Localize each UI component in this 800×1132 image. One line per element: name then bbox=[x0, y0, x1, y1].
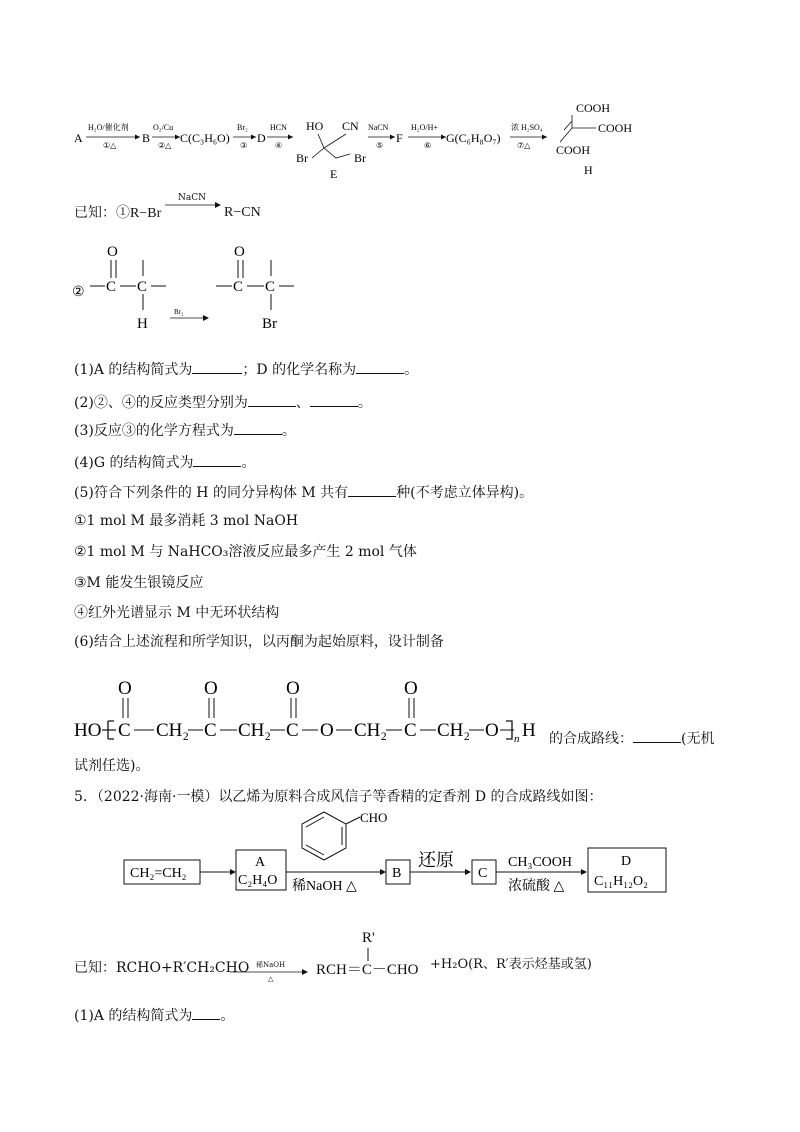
ring-inner-3 bbox=[306, 845, 324, 855]
compound-B: B bbox=[142, 131, 151, 145]
benzene-ring bbox=[302, 812, 346, 860]
q2-blank-2[interactable] bbox=[310, 392, 358, 407]
q3-text-b: 。 bbox=[281, 423, 296, 439]
known-3-arrow-head bbox=[302, 969, 308, 975]
poly-O4: O bbox=[404, 678, 418, 699]
question-5 bbox=[74, 482, 533, 502]
arrow-6-bottom: ⑥ bbox=[424, 141, 432, 150]
question-4 bbox=[74, 452, 255, 472]
poly-CH2-2: CH₂ bbox=[238, 720, 272, 741]
compound-H-structure bbox=[556, 101, 632, 177]
arrow-2-bottom: ②△ bbox=[158, 141, 172, 150]
known-2-reagent: Br₂ bbox=[174, 308, 184, 316]
question-3 bbox=[74, 420, 296, 440]
poly-O2: O bbox=[204, 678, 218, 699]
poly-O5: O bbox=[485, 720, 499, 741]
H-COOH-bottom: COOH bbox=[556, 143, 591, 157]
E-bond-cn bbox=[324, 134, 346, 148]
A-label: A bbox=[255, 855, 266, 870]
arrow-4-bottom: ④ bbox=[275, 141, 283, 150]
known-2-right-C1: C bbox=[233, 279, 244, 295]
reaction-scheme-2 bbox=[120, 810, 680, 900]
compound-E-structure bbox=[296, 119, 366, 180]
compound-C: C(C₃H₆O) bbox=[180, 131, 230, 145]
E-bonds bbox=[312, 148, 350, 158]
known-2-right-Br: Br bbox=[262, 316, 277, 332]
arrow-7-head bbox=[542, 135, 547, 140]
known-2-arrow-head bbox=[203, 315, 209, 321]
arrow-3-head bbox=[251, 135, 256, 140]
arrow-2-top: O₂/Cu bbox=[153, 123, 174, 132]
reduce-label: 还原 bbox=[418, 850, 454, 870]
H-bonds bbox=[560, 115, 572, 142]
q2-text-c: 。 bbox=[357, 395, 372, 411]
q-last-end: 。 bbox=[220, 1008, 235, 1024]
condition-4: ④红外光谱显示 M 中无环状结构 bbox=[74, 605, 280, 621]
compound-G: G(C₆H₈O₇) bbox=[446, 131, 501, 145]
poly-H: H bbox=[522, 720, 536, 741]
q3-text-a: (3)反应③的化学方程式为 bbox=[74, 423, 234, 439]
known-1-reactant: R−Br bbox=[130, 206, 162, 221]
poly-O-ester: O bbox=[320, 720, 334, 741]
arrow-5-top: NaCN bbox=[368, 123, 389, 132]
known-1-arrow bbox=[165, 200, 225, 210]
cond-1: 稀NaOH △ bbox=[292, 879, 357, 894]
poly-O1: O bbox=[118, 678, 132, 699]
known-2-right-C2: C bbox=[265, 279, 276, 295]
q-last-text: (1)A 的结构简式为 bbox=[74, 1008, 193, 1024]
known-1-product: R−CN bbox=[224, 205, 261, 220]
q5-text-a: (5)符合下列条件的 H 的同分异构体 M 共有 bbox=[74, 485, 349, 501]
compound-A: A bbox=[74, 131, 83, 145]
polymer-structure bbox=[70, 674, 550, 744]
question-6-tail bbox=[549, 728, 714, 748]
known-1-arrow-head bbox=[215, 202, 221, 208]
known-2-left-C1: C bbox=[106, 279, 117, 295]
known-2-structure bbox=[70, 238, 330, 333]
poly-O3: O bbox=[286, 678, 300, 699]
condition-2: ②1 mol M 与 NaHCO₃溶液反应最多产生 2 mol 气体 bbox=[74, 544, 417, 560]
condition-3: ③M 能发生银镜反应 bbox=[74, 575, 204, 591]
arrow-7-bottom: ⑦△ bbox=[517, 141, 531, 150]
known-3-r-prime: R' bbox=[362, 930, 375, 946]
ring-cho-bond bbox=[346, 817, 360, 824]
arrow-3-bottom: ③ bbox=[240, 141, 248, 150]
ring-inner-1 bbox=[306, 817, 324, 827]
known-3-product: RCH＝C－CHO bbox=[316, 962, 419, 978]
known-3-cond-top: 稀NaOH bbox=[256, 961, 286, 969]
compound-D: D bbox=[257, 131, 266, 145]
question-last bbox=[74, 1005, 234, 1025]
E-bond-ho bbox=[318, 134, 324, 148]
question-1 bbox=[74, 359, 418, 379]
q6-tail-1: 的合成路线： bbox=[549, 731, 633, 747]
known-3-suffix: +H₂O(R、R′表示烃基或氢) bbox=[430, 957, 592, 972]
question-6-intro: (6)结合上述流程和所学知识，以丙酮为起始原料，设计制备 bbox=[74, 634, 444, 650]
H-double bbox=[564, 121, 572, 130]
known-1 bbox=[74, 204, 161, 223]
E-Br-left: Br bbox=[296, 151, 308, 165]
arrow-5-bottom: ⑤ bbox=[376, 141, 384, 150]
known-1-prefix: 已知：① bbox=[74, 205, 130, 221]
q5-blank[interactable] bbox=[348, 482, 396, 497]
known-2-left-C2: C bbox=[137, 279, 148, 295]
known-2-num: ② bbox=[72, 285, 85, 300]
E-HO: HO bbox=[306, 119, 324, 133]
q2-text-b: 、 bbox=[295, 395, 310, 411]
known-2-left-H: H bbox=[137, 316, 148, 332]
q4-blank[interactable] bbox=[193, 452, 241, 467]
q2-blank-1[interactable] bbox=[248, 392, 296, 407]
reagent-bottom: 浓硫酸 △ bbox=[508, 879, 565, 894]
arrow-4-head bbox=[288, 135, 293, 140]
q4-text-a: (4)G 的结构简式为 bbox=[74, 455, 194, 471]
known-3-cond-bottom: △ bbox=[268, 975, 274, 983]
known-2-right-O: O bbox=[234, 244, 245, 260]
poly-CH2-1: CH₂ bbox=[156, 720, 190, 741]
arrow-s1-head bbox=[230, 869, 236, 875]
poly-CH2-4: CH₂ bbox=[437, 720, 471, 741]
H-COOH-top: COOH bbox=[576, 101, 611, 115]
arrow-1-head bbox=[135, 135, 140, 140]
q1-blank-1[interactable] bbox=[192, 359, 242, 374]
q4-text-b: 。 bbox=[241, 455, 256, 471]
known-2-left-O: O bbox=[107, 244, 118, 260]
A-formula: C₂H₄O bbox=[238, 873, 278, 888]
q6-blank[interactable] bbox=[633, 728, 681, 743]
known-1-reagent: NaCN bbox=[178, 193, 207, 203]
q1-text-b: ；D 的化学名称为 bbox=[242, 362, 357, 378]
poly-C2: C bbox=[204, 720, 217, 741]
D-formula: C₁₁H₁₂O₂ bbox=[594, 874, 648, 889]
H-label: H bbox=[584, 163, 593, 177]
known-3-prefix: 已知：RCHO+R′CH₂CHO bbox=[74, 960, 250, 976]
q-last-blank[interactable] bbox=[192, 1005, 220, 1020]
D-label: D bbox=[621, 854, 632, 869]
poly-n: n bbox=[514, 733, 520, 744]
B-label: B bbox=[392, 866, 402, 881]
start-compound: CH₂=CH₂ bbox=[130, 866, 187, 881]
C-label: C bbox=[478, 866, 488, 881]
arrow-s2-head bbox=[380, 869, 386, 875]
arrow-5-head bbox=[390, 135, 395, 140]
arrow-s4-head bbox=[581, 869, 587, 875]
poly-C1: C bbox=[118, 720, 131, 741]
E-Br-right: Br bbox=[354, 151, 366, 165]
condition-1: ①1 mol M 最多消耗 3 mol NaOH bbox=[74, 513, 299, 529]
poly-HO: HO bbox=[74, 720, 102, 741]
E-label: E bbox=[330, 167, 338, 180]
arrow-1-bottom: ①△ bbox=[103, 141, 117, 150]
E-CN: CN bbox=[342, 119, 359, 133]
arrow-3-top: Br₂ bbox=[237, 123, 248, 132]
question-2 bbox=[74, 392, 372, 412]
arrow-7-top: 浓 H₂SO₄ bbox=[511, 123, 543, 132]
question-6-tail-2: 试剂任选)。 bbox=[74, 758, 150, 774]
H-COOH-right: COOH bbox=[598, 121, 633, 135]
poly-C4: C bbox=[404, 720, 417, 741]
q1-blank-2[interactable] bbox=[356, 359, 404, 374]
reaction-scheme-1 bbox=[0, 90, 800, 180]
q2-text-a: (2)②、④的反应类型分别为 bbox=[74, 395, 248, 411]
problem-5-header: 5．（2022·海南·一模）以乙烯为原料合成风信子等香精的定香剂 D 的合成路线如图： bbox=[74, 789, 603, 805]
poly-C3: C bbox=[286, 720, 299, 741]
reagent-top: CH₃COOH bbox=[508, 855, 572, 870]
compound-F: F bbox=[396, 131, 403, 145]
arrow-s3-head bbox=[465, 869, 471, 875]
q5-text-b: 种(不考虑立体异构)。 bbox=[396, 485, 534, 501]
q6-tail-2: (无机 bbox=[681, 731, 715, 747]
q1-text-c: 。 bbox=[404, 362, 419, 378]
q1-text-a: (1)A 的结构简式为 bbox=[74, 362, 193, 378]
arrow-4-top: HCN bbox=[270, 123, 287, 132]
arrow-6-top: H₂O/H+ bbox=[411, 123, 438, 132]
poly-CH2-3: CH₂ bbox=[354, 720, 388, 741]
q3-blank[interactable] bbox=[234, 420, 282, 435]
cho-label: CHO bbox=[360, 810, 388, 825]
benzaldehyde-icon bbox=[302, 810, 387, 860]
arrow-1-top: H₂O/催化剂 bbox=[88, 123, 129, 132]
